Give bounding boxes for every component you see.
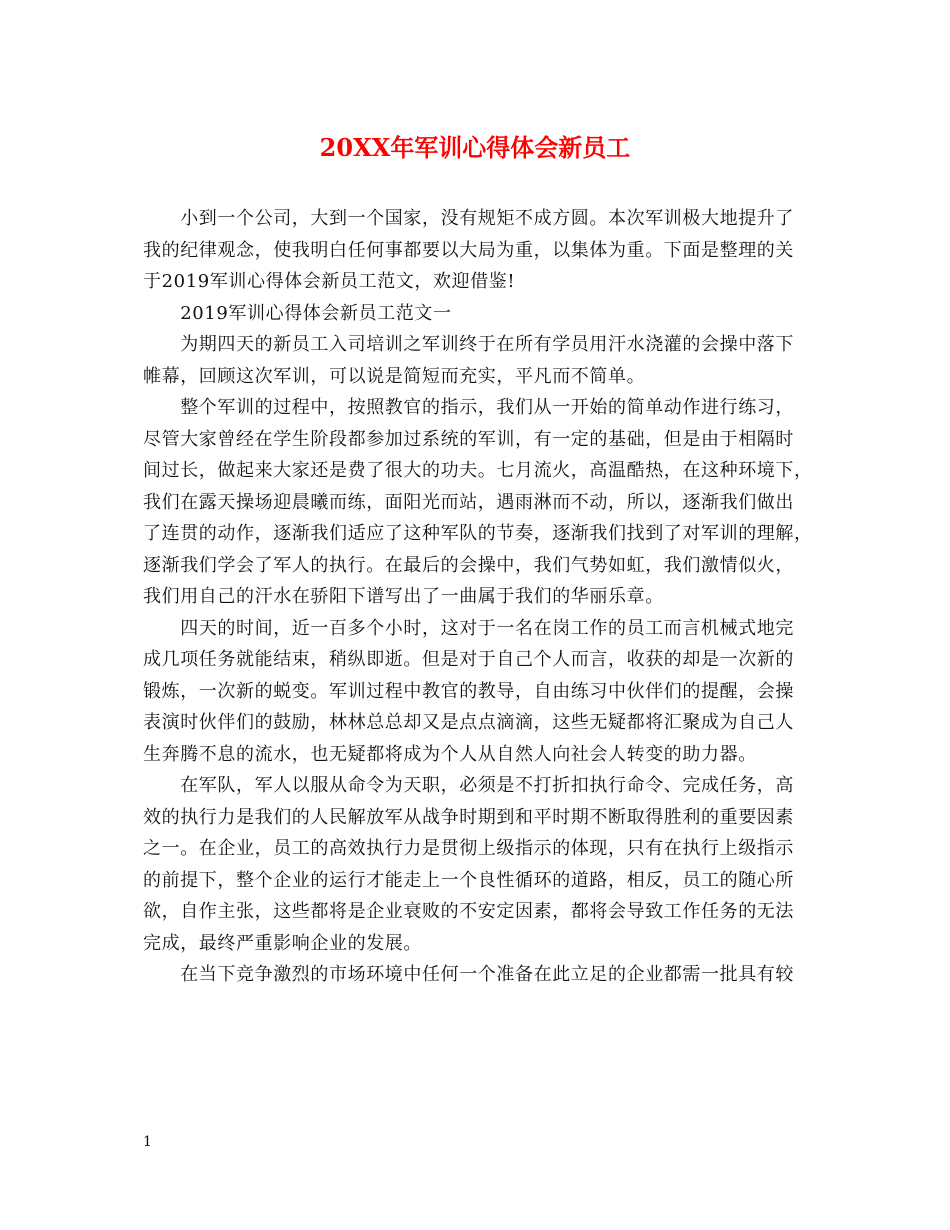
body-line: 为期四天的新员工入司培训之军训终于在所有学员用汗水浇灌的会操中落下: [143, 334, 794, 355]
body-line: 我们在露天操场迎晨曦而练，面阳光而站，遇雨淋而不动，所以，逐渐我们做出: [143, 491, 794, 513]
body-line: 欲，自作主张，这些都将是企业衰败的不安定因素，都将会导致工作任务的无法: [143, 901, 794, 922]
body-line: 尽管大家曾经在学生阶段都参加过系统的军训，有一定的基础，但是由于相隔时: [143, 428, 794, 450]
body-line: 于2019军训心得体会新员工范文，欢迎借鉴!: [143, 271, 516, 292]
body-line: 之一。在企业，员工的高效执行力是贯彻上级指示的体现，只有在执行上级指示: [143, 838, 794, 859]
body-line: 小到一个公司，大到一个国家，没有规矩不成方圆。本次军训极大地提升了: [143, 208, 794, 229]
body-line: 整个军训的过程中，按照教官的指示，我们从一开始的简单动作进行练习，: [143, 397, 794, 418]
body-line: 间过长，做起来大家还是费了很大的功夫。七月流火，高温酷热，在这种环境下，: [143, 460, 813, 481]
body-line: 逐渐我们学会了军人的执行。在最后的会操中，我们气势如虹，我们激情似火，: [143, 554, 794, 576]
body-line: 锻炼，一次新的蜕变。军训过程中教官的教导，自由练习中伙伴们的提醒，会操: [143, 680, 794, 702]
body-line: 我的纪律观念，使我明白任何事都要以大局为重，以集体为重。下面是整理的关: [143, 239, 794, 261]
body-line: 在当下竞争激烈的市场环境中任何一个准备在此立足的企业都需一批具有较: [143, 964, 794, 985]
document-title: 20XX年军训心得体会新员工: [319, 133, 631, 162]
body-line: 了连贯的动作，逐渐我们适应了这种军队的节奏，逐渐我们找到了对军训的理解，: [143, 523, 813, 544]
body-line: 表演时伙伴们的鼓励，林林总总却又是点点滴滴，这些无疑都将汇聚成为自己人: [143, 712, 794, 733]
body-line: 效的执行力是我们的人民解放军从战争时期到和平时期不断取得胜利的重要因素: [143, 806, 794, 828]
body-line: 完成，最终严重影响企业的发展。: [143, 932, 422, 954]
body-line: 我们用自己的汗水在骄阳下谱写出了一曲属于我们的华丽乐章。: [143, 586, 664, 607]
body-line: 四天的时间，近一百多个小时，这对于一名在岗工作的员工而言机械式地完: [143, 617, 794, 639]
body-line: 的前提下，整个企业的运行才能走上一个良性循环的道路，相反，员工的随心所: [143, 869, 794, 891]
body-line: 生奔腾不息的流水，也无疑都将成为个人从自然人向社会人转变的助力器。: [143, 743, 757, 765]
page-number: 1: [143, 1134, 152, 1150]
body-line: 在军队，军人以服从命令为天职，必须是不打折扣执行命令、完成任务，高: [143, 775, 794, 796]
body-line: 帷幕，回顾这次军训，可以说是简短而充实，平凡而不简单。: [143, 365, 646, 387]
body-line: 2019军训心得体会新员工范文一: [143, 302, 452, 324]
body-line: 成几项任务就能结束，稍纵即逝。但是对于自己个人而言，收获的却是一次新的: [143, 649, 794, 670]
document-body: [143, 203, 813, 991]
